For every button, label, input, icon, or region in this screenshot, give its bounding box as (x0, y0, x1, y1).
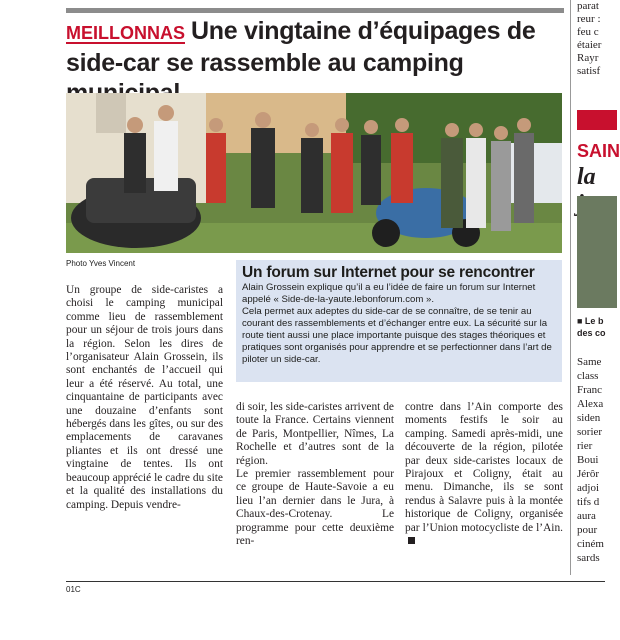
folio: 01C (66, 585, 81, 594)
adjacent-line: rier (577, 440, 593, 452)
adjacent-line: sards (577, 552, 600, 564)
adjacent-line: aura (577, 510, 596, 522)
sidebar-paragraph-2: Cela permet aux adeptes du side-car de se connaître, de se tenir au courant des rassemblements et d’échanger entre eux. La sécurité sur la route tient aussi une place importante puisque des stages théoriques et pratiques sont organisés pour apprendre et se perfectionner dans l’art de piloter un side-car. (242, 306, 552, 365)
article-photo (66, 93, 562, 253)
sidebar-paragraph-1: Alain Grossein explique qu’il a eu l’idée de faire un forum sur Internet appelé « Side-de-la-yaute.lebonforum.com ». (242, 282, 536, 305)
adjacent-article-fragment (577, 0, 620, 575)
photo-credit: Photo Yves Vincent (66, 259, 136, 268)
kicker-location: MEILLONNAS (66, 23, 185, 43)
adjacent-line: siden (577, 412, 601, 424)
adjacent-line: adjoi (577, 482, 599, 494)
sidebar-box (236, 260, 562, 382)
headline-text: Une vingtaine d’équipages de side-car se rassemble au camping (66, 17, 536, 77)
adjacent-line: Franc (577, 384, 603, 396)
adjacent-heading: SAIN (577, 141, 620, 161)
adjacent-line: ciném (577, 538, 604, 550)
adjacent-caption: ■ Le b (577, 316, 604, 326)
adjacent-line: feu c (577, 26, 599, 38)
adjacent-line: Rayr (577, 52, 599, 64)
adjacent-caption: des co (577, 328, 606, 338)
adjacent-line: parat (577, 0, 599, 12)
end-mark-icon (408, 537, 415, 544)
adjacent-line: reur : (577, 13, 601, 25)
column-3-text: contre dans l’Ain comporte des moments festifs le soir au camping. Samedi après-midi, une découverte de la région, pilotée par deux side-caristes locaux de Pirajoux et Coligny, était au menu. Dimanche, ils se sont rendus à Salavre puis à la montée historique de Coligny, organisée par l’Union motocycliste de l’Ain. (405, 401, 563, 534)
bottom-rule (66, 581, 605, 582)
adjacent-red-band (577, 110, 617, 130)
adjacent-line: satisf (577, 65, 601, 77)
body-column-3 (405, 401, 563, 548)
adjacent-photo (577, 196, 617, 308)
adjacent-line: pour (577, 524, 598, 536)
body-column-1 (66, 284, 223, 512)
adjacent-line: Boui (577, 454, 599, 466)
top-rule (66, 8, 564, 13)
column-2-paragraph-2: Le premier rassemblement pour ce groupe de Haute-Savoie a eu lieu l’an dernier dans le Jura, à Chaux-des-Crotenay. Le programme pour cette deuxième ren- (236, 468, 394, 548)
sidebar-title: Un forum sur Internet pour se rencontrer (242, 264, 535, 281)
adjacent-line: Alexa (577, 398, 604, 410)
adjacent-line: sorier (577, 426, 603, 438)
column-divider (570, 0, 571, 575)
column-1-text: Un groupe de side-caristes a choisi le camping municipal comme lieu de rassemblement pour un séjour de trois jours dans la région. Selon les dires de l’organisateur Alain Grossein, ils sont enchantés de l’accueil qui leur a été réservé. Au total, une cinquantaine de participants avec une douzaine d’enfants sont hébergés dans les gîtes, ou sur des emplacements de caravanes pliantes et ils ont dressé une vingtaine de tentes. Ils ont beaucoup apprécié le cadre du site et la qualité des installations du camping. Depuis vendre- (66, 284, 223, 511)
adjacent-line: Same (577, 356, 602, 368)
adjacent-line: tifs d (577, 496, 600, 508)
adjacent-line: Jérôr (577, 468, 599, 480)
adjacent-heading-italic: la (577, 164, 596, 190)
column-3-paragraph (405, 401, 563, 548)
adjacent-line: class (577, 370, 599, 382)
body-column-2 (236, 401, 394, 548)
adjacent-line: étaier (577, 39, 602, 51)
column-2-paragraph-1: di soir, les side-caristes arrivent de toute la France. Certains viennent de Paris, Montpellier, Nîmes, La Rochelle et d’autres sont de la région. (236, 401, 394, 467)
